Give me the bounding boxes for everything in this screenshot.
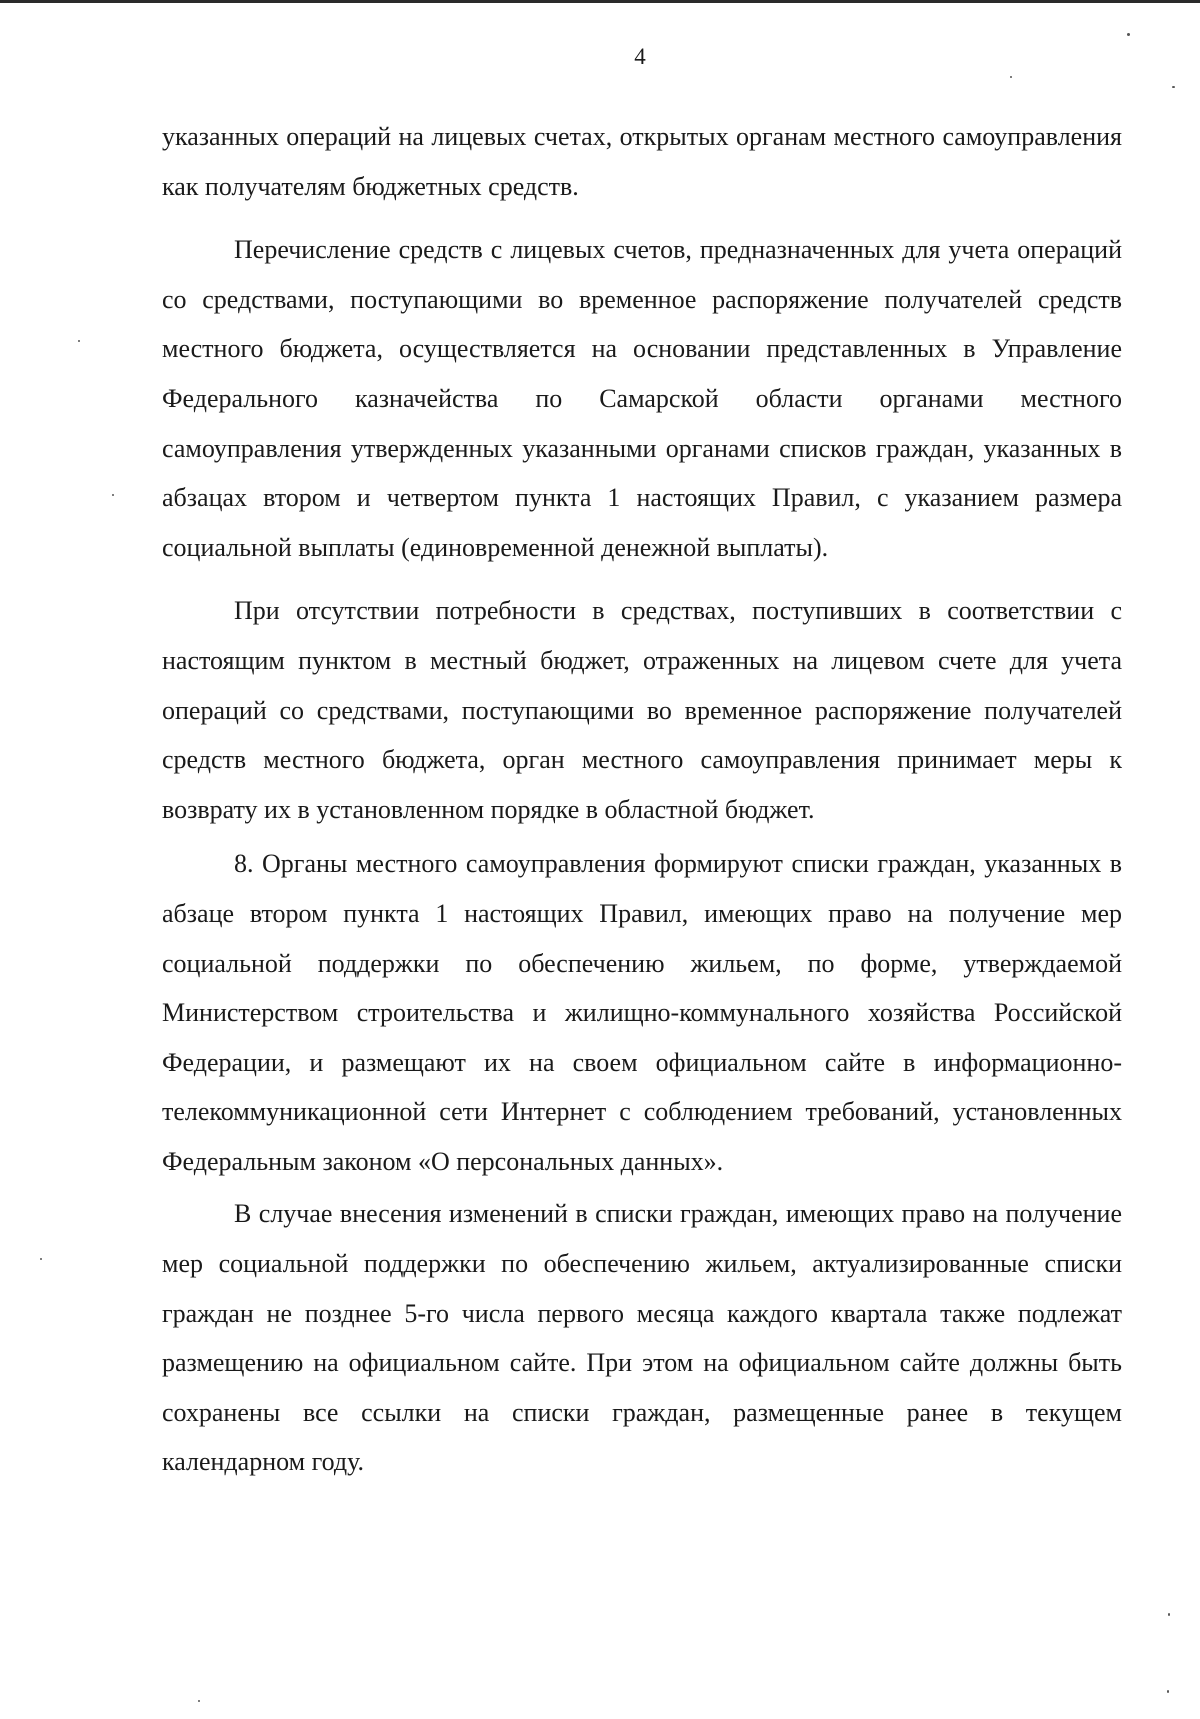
page-number: 4 (634, 44, 646, 69)
paragraph-list-updates: В случае внесения изменений в списки граждан, имеющих право на получение мер социальной поддержки по обеспечению жильем, актуализированные списки граждан не позднее 5-го числа первого месяца каждого квартала также подлежат размещению на официальном сайте. При этом на официальном сайте должны быть сохранены все ссылки на списки граждан, размещенные ранее в текущем календарном году. (162, 1199, 1122, 1477)
scan-speck (40, 1258, 42, 1260)
paragraph-item-8: 8. Органы местного самоуправления формируют списки граждан, указанных в абзаце втором пункта 1 настоящих Правил, имеющих право на получение мер социальной поддержки по обеспечению жильем, по форме, утверждаемой Министерством строительства и жилищно-коммунального хозяйства Российской Федерации, и размещают их на своем официальном сайте в информационно-телекоммуникационной сети Интернет с соблюдением требований, установленных Федеральным законом «О персональных данных». (162, 849, 1122, 1176)
scan-speck (1010, 76, 1012, 78)
document-body (162, 112, 1122, 1487)
scan-speck (1127, 33, 1130, 36)
paragraph-transfer-of-funds: Перечисление средств с лицевых счетов, предназначенных для учета операций со средствами, поступающими во временное распоряжение получателей средств местного бюджета, осуществляется на основании представленных в Управление Федерального казначейства по Самарской области органами местного самоуправления утвержденных указанными органами списков граждан, указанных в абзацах втором и четвертом пункта 1 настоящих Правил, с указанием размера социальной выплаты (единовременной денежной выплаты). (162, 235, 1122, 562)
scan-speck (1168, 1613, 1170, 1616)
paragraph-continuation: указанных операций на лицевых счетах, открытых органам местного самоуправления как получателям бюджетных средств. (162, 122, 1122, 201)
paragraph-return-of-funds: При отсутствии потребности в средствах, поступивших в соответствии с настоящим пунктом в местный бюджет, отраженных на лицевом счете для учета операций со средствами, поступающими во временное распоряжение получателей средств местного бюджета, орган местного самоуправления принимает меры к возврату их в установленном порядке в областной бюджет. (162, 596, 1122, 824)
scan-speck (78, 340, 80, 342)
page-top-edge (0, 0, 1200, 3)
scan-speck (198, 1700, 200, 1702)
scan-speck (1172, 86, 1175, 88)
scan-speck (112, 494, 114, 496)
scan-speck (1167, 1690, 1169, 1693)
